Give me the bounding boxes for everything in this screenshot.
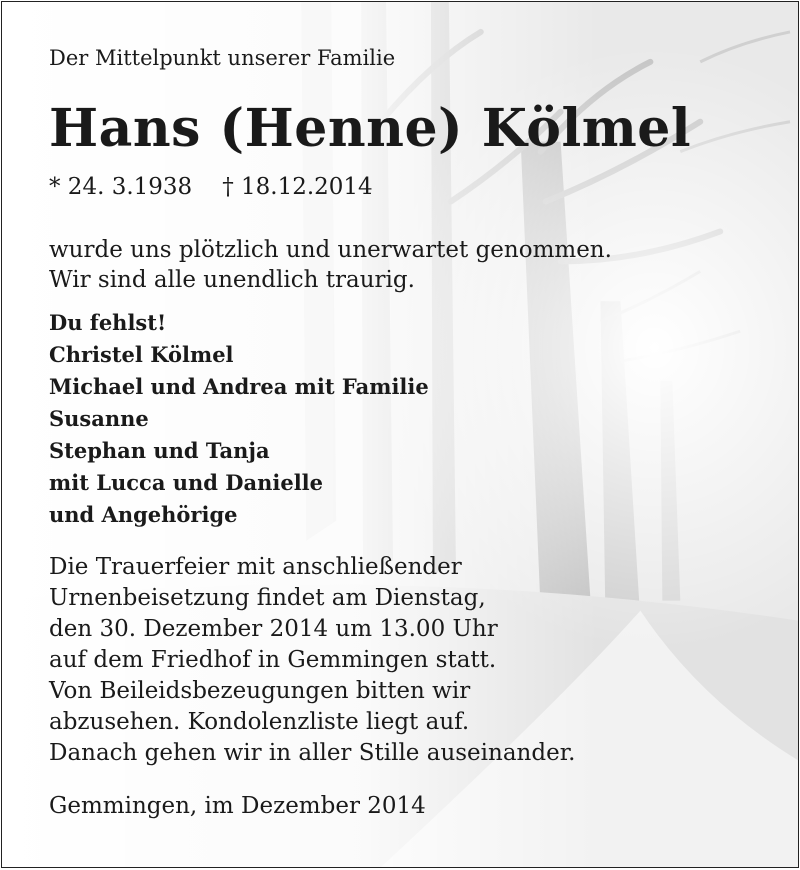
place-and-date: Gemmingen, im Dezember 2014 [49,793,426,819]
obituary-notice [1,1,799,868]
mourner-line: mit Lucca und Danielle [49,470,324,495]
ceremony-line: Urnenbeisetzung findet am Dienstag, [49,585,486,611]
message-paragraph [49,235,612,295]
ceremony-line: Die Trauerfeier mit anschließender [49,554,462,580]
ceremony-paragraph [49,552,575,769]
ceremony-line: abzusehen. Kondolenzliste liegt auf. [49,709,470,735]
mourner-line: Stephan und Tanja [49,438,270,463]
life-dates [49,174,373,200]
ceremony-line: Von Beileidsbezeugungen bitten wir [49,678,471,704]
intro-line: Der Mittelpunkt unserer Familie [49,46,396,70]
message-line: wurde uns plötzlich und unerwartet genommen. [49,237,612,263]
mourner-line: und Angehörige [49,502,238,527]
ceremony-line: auf dem Friedhof in Gemmingen statt. [49,647,497,673]
death-date: † 18.12.2014 [222,174,373,200]
mourners-list [49,307,429,531]
mourner-line: Michael und Andrea mit Familie [49,374,429,399]
ceremony-line: Danach gehen wir in aller Stille auseinander. [49,740,576,766]
mourner-line: Christel Kölmel [49,342,234,367]
message-line: Wir sind alle unendlich traurig. [49,267,415,293]
birth-date: * 24. 3.1938 [49,174,193,200]
ceremony-line: den 30. Dezember 2014 um 13.00 Uhr [49,616,498,642]
deceased-name: Hans (Henne) Kölmel [49,98,692,159]
mourner-line: Susanne [49,406,149,431]
mourner-line: Du fehlst! [49,310,167,335]
